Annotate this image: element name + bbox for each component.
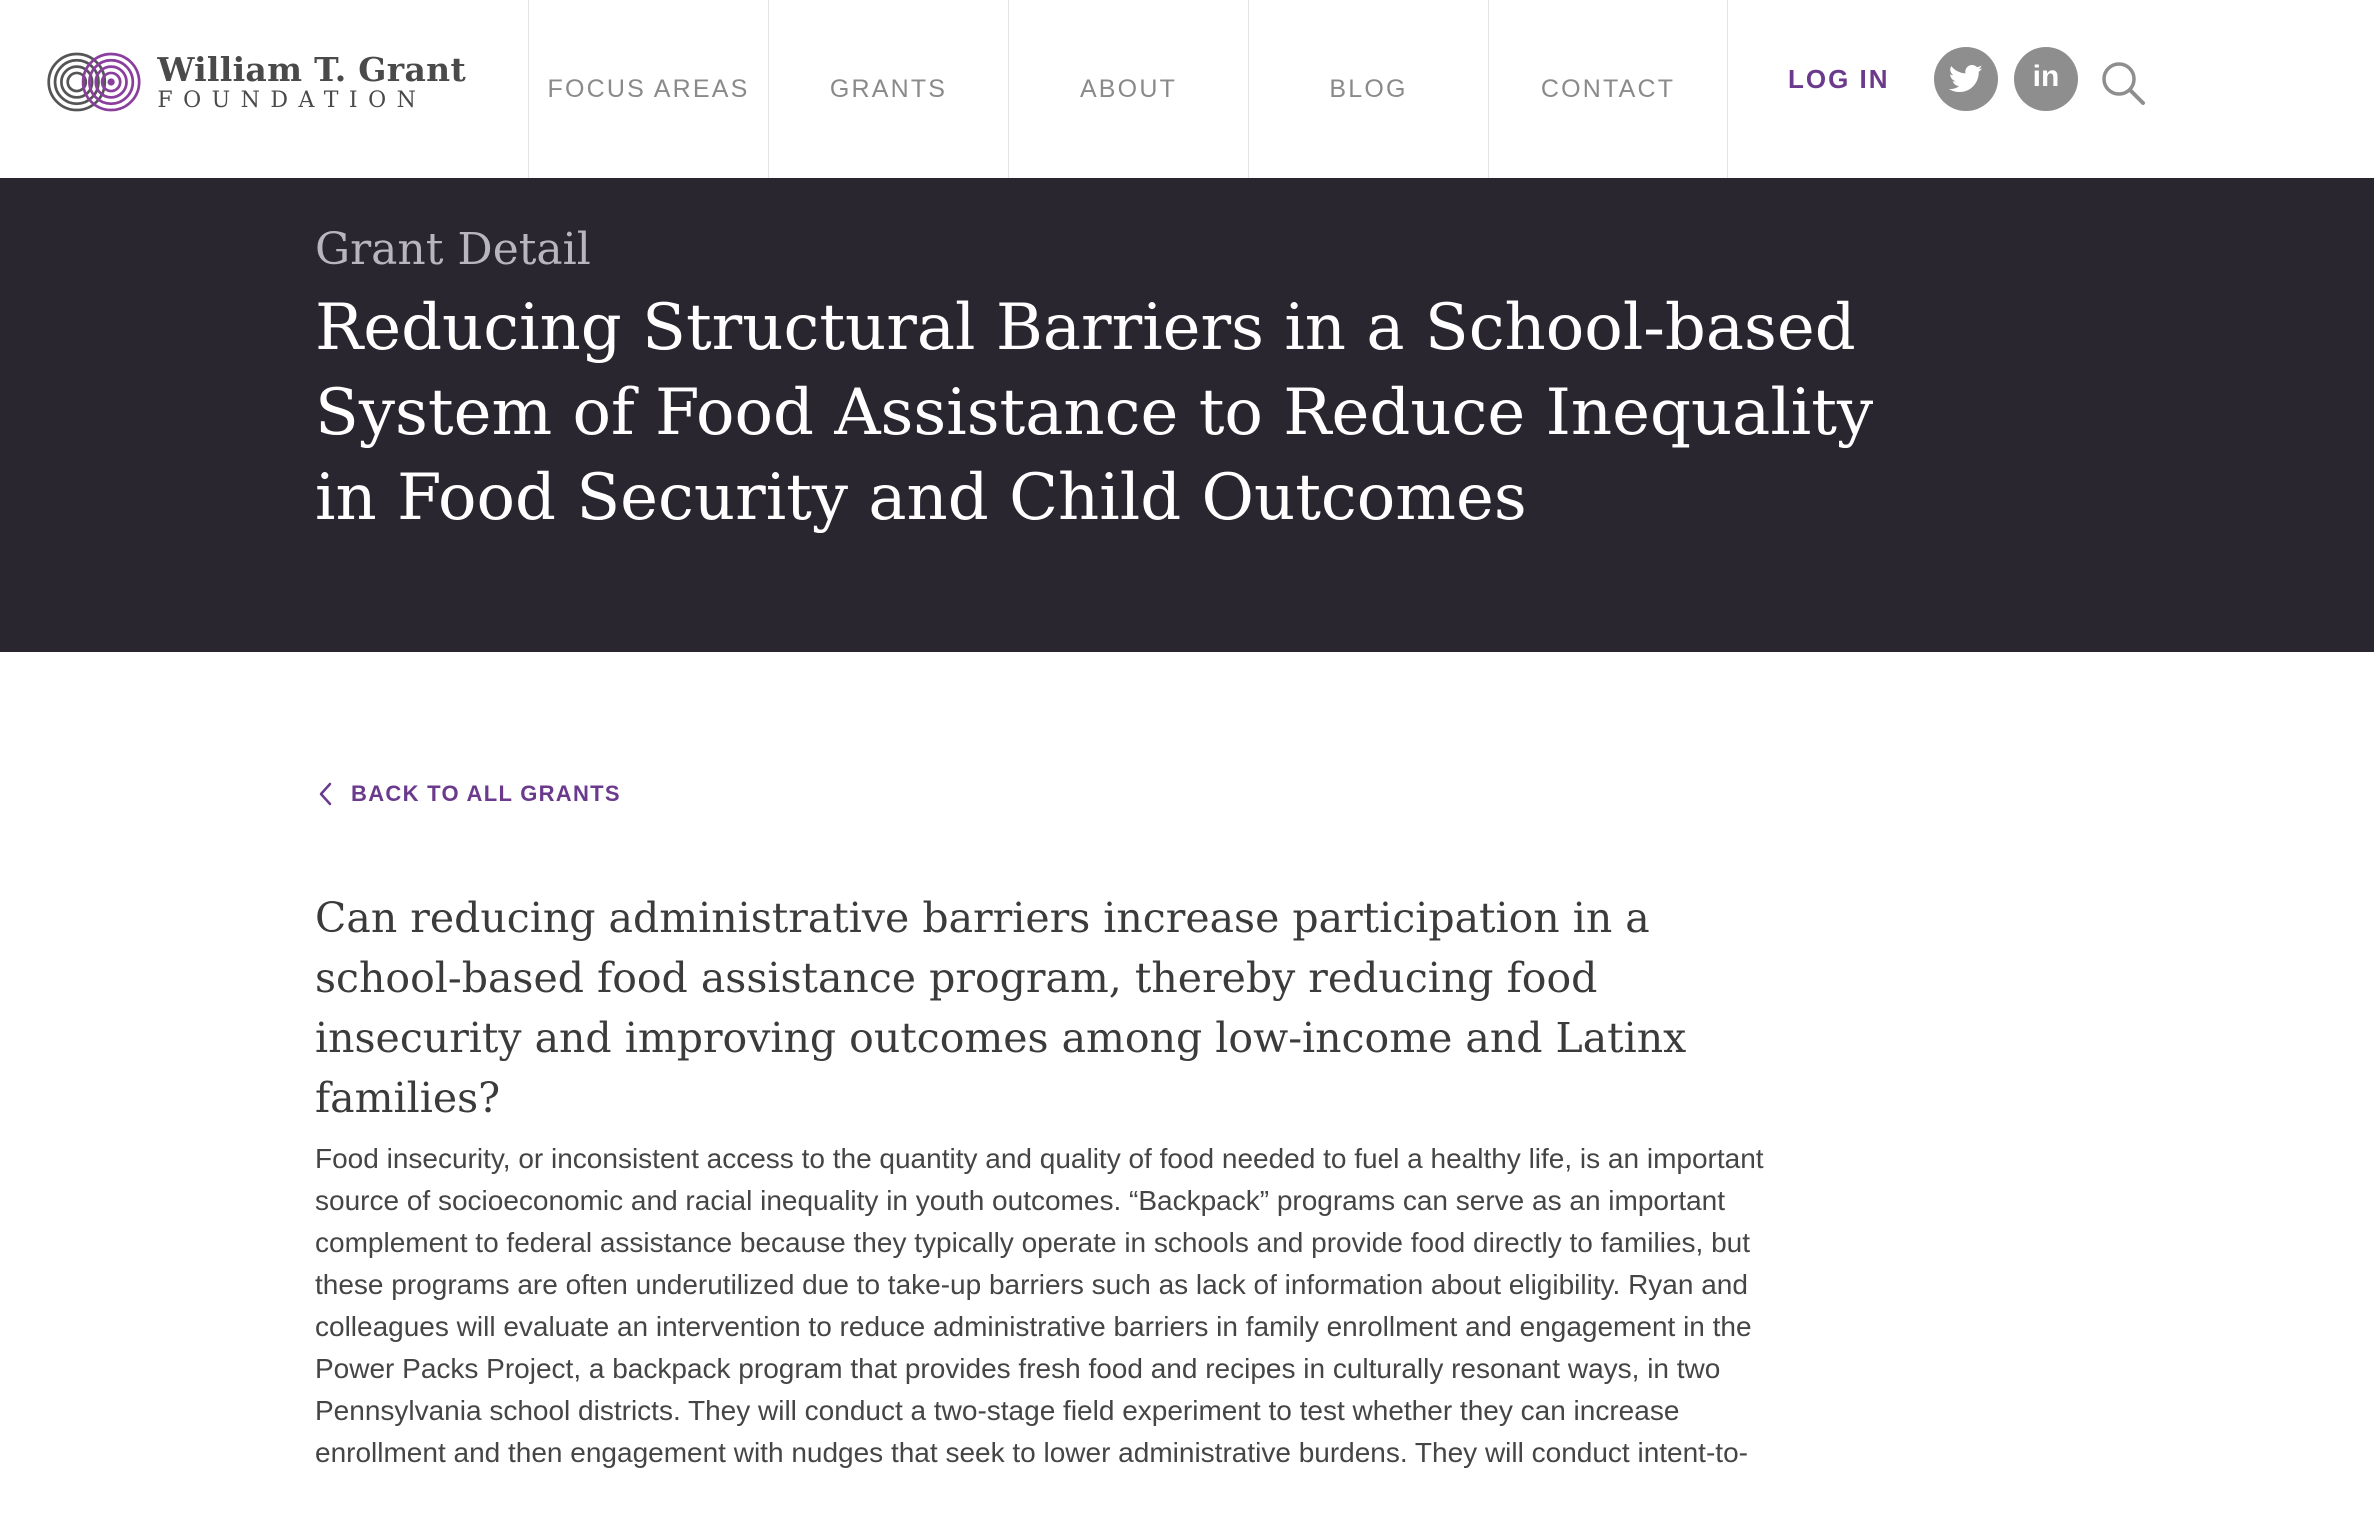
nav-item-grants[interactable]: GRANTS [768, 0, 1008, 178]
twitter-button[interactable] [1934, 47, 1998, 111]
search-icon [2098, 58, 2148, 108]
logo-subname: FOUNDATION [157, 87, 427, 113]
hero-banner [0, 178, 2374, 652]
login-link[interactable]: LOG IN [1788, 64, 1890, 94]
linkedin-button[interactable] [2014, 47, 2078, 111]
page-kicker: Grant Detail [315, 224, 591, 275]
main-nav [528, 0, 1728, 178]
logo-name: William T. Grant [157, 49, 466, 89]
site-header [0, 0, 2374, 178]
nav-item-about[interactable]: ABOUT [1008, 0, 1248, 178]
nav-item-contact[interactable]: CONTACT [1488, 0, 1728, 178]
back-to-all-grants-link[interactable] [315, 780, 621, 808]
nav-item-focus-areas[interactable]: FOCUS AREAS [528, 0, 768, 178]
grant-description: Food insecurity, or inconsistent access to the quantity and quality of food needed to fuel a healthy life, is an important source of socioeconomic and racial inequality in youth outcomes. “Backpack” programs can serve as an important complement to federal assistance because they typically operate in schools and provide food directly to families, but these programs are often underutilized due to take-up barriers such as lack of information about eligibility. Ryan and colleagues will evaluate an intervention to reduce administrative barriers in family enrollment and engagement in the Power Packs Project, a backpack program that provides fresh food and recipes in culturally resonant ways, in two Pennsylvania school districts. They will conduct a two-stage field experiment to test whether they can increase enrollment and then engagement with nudges that seek to lower administrative burdens. They will conduct intent-to- [315, 1143, 1764, 1468]
page-title: Reducing Structural Barriers in a School-based System of Food Assistance to Reduce Inequality in Food Security and Child Outcomes [315, 291, 1874, 535]
nav-item-blog[interactable]: BLOG [1248, 0, 1488, 178]
logo-text [157, 49, 466, 113]
search-button[interactable] [2098, 58, 2148, 108]
linkedin-icon: in [2032, 60, 2060, 93]
twitter-icon [1949, 64, 1983, 94]
chevron-left-icon [315, 780, 337, 808]
grant-summary-question: Can reducing administrative barriers increase participation in a school-based food assistance program, thereby reducing food insecurity and improving outcomes among low-income and Latinx families? [315, 894, 1687, 1122]
foundation-logo[interactable] [46, 46, 466, 118]
back-link-label: BACK TO ALL GRANTS [351, 781, 621, 806]
logo-rings-icon [46, 47, 147, 117]
